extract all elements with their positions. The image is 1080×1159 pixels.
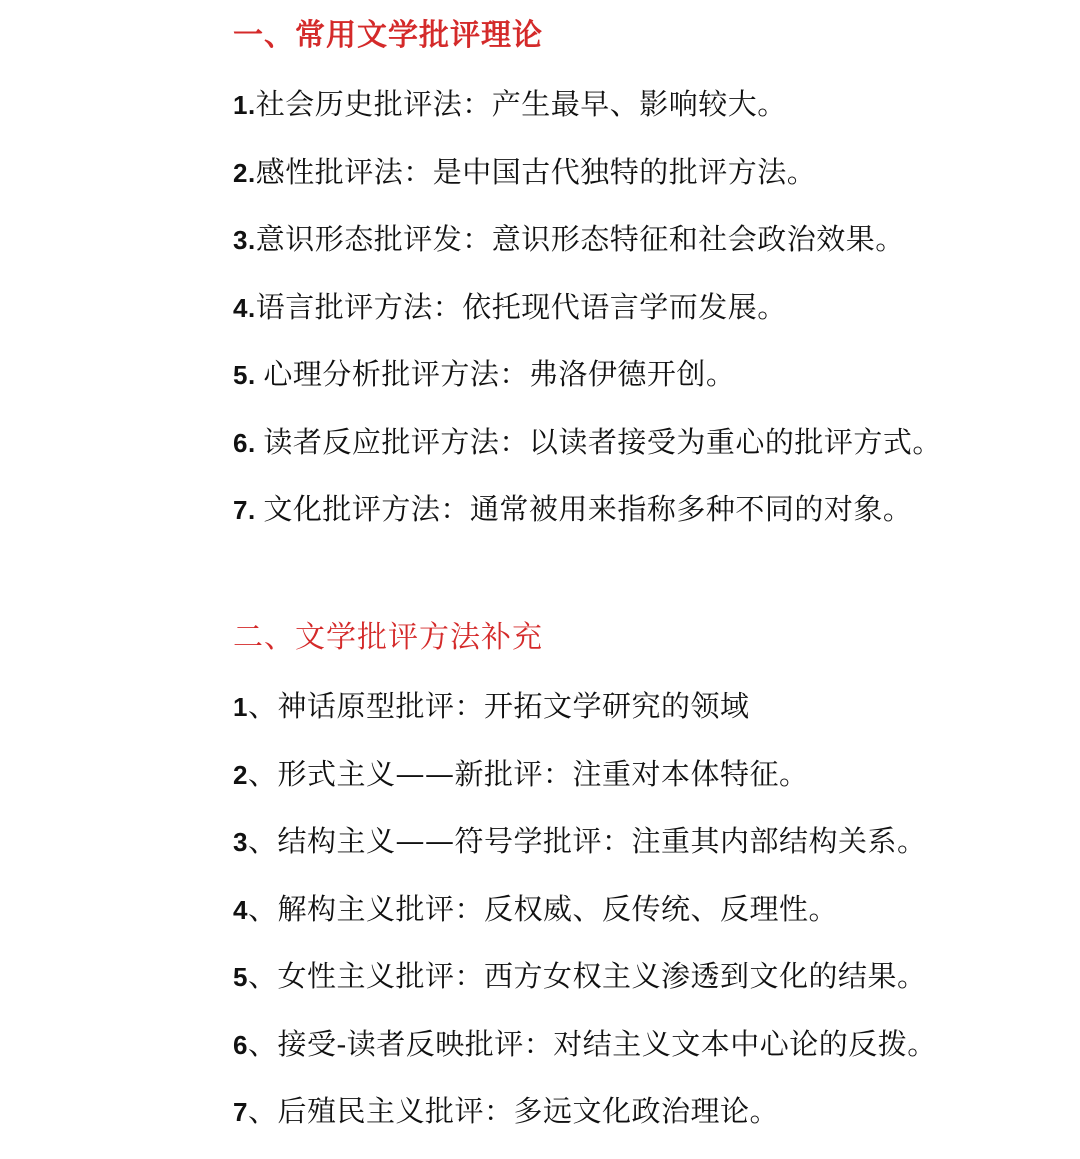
list-item	[233, 686, 937, 754]
item-number: 3.	[233, 225, 256, 255]
list-item	[233, 889, 937, 957]
item-text: 、形式主义——新批评：注重对本体特征。	[247, 756, 809, 791]
item-text: 、接受-读者反映批评：对结主义文本中心论的反拨。	[247, 1026, 937, 1061]
item-number: 5	[233, 962, 248, 992]
item-number: 3	[233, 827, 248, 857]
list-item	[233, 219, 942, 287]
item-number: 2.	[233, 157, 256, 188]
section-2-list	[233, 686, 937, 1159]
item-number: 7	[233, 1097, 248, 1127]
item-text: 感性批评法：是中国古代独特的批评方法。	[255, 154, 817, 189]
list-item	[233, 821, 937, 889]
section-2-title: 二、文学批评方法补充	[233, 620, 543, 655]
item-number: 4.	[233, 292, 256, 323]
item-text: 、女性主义批评：西方女权主义渗透到文化的结果。	[247, 959, 927, 993]
item-number: 4	[233, 894, 248, 925]
item-text: 语言批评方法：依托现代语言学而发展。	[255, 289, 787, 324]
section-1-title: 一、常用文学批评理论	[233, 18, 543, 53]
list-item	[233, 287, 942, 355]
item-text: 文化批评方法：通常被用来指称多种不同的对象。	[263, 492, 913, 526]
item-number: 1.	[233, 90, 256, 120]
list-item	[233, 354, 942, 422]
item-text: 社会历史批评法：产生最早、影响较大。	[255, 87, 787, 121]
section-1-list	[233, 84, 942, 557]
item-text: 、后殖民主义批评：多远文化政治理论。	[247, 1094, 779, 1128]
item-number: 1	[233, 692, 248, 722]
item-text: 读者反应批评方法：以读者接受为重心的批评方式。	[263, 424, 942, 459]
list-item	[233, 956, 937, 1024]
list-item	[233, 152, 942, 220]
item-number: 6.	[233, 427, 264, 458]
item-text: 心理分析批评方法：弗洛伊德开创。	[263, 357, 736, 391]
list-item	[233, 422, 942, 490]
item-text: 、解构主义批评：反权威、反传统、反理性。	[247, 891, 838, 926]
item-text: 、结构主义——符号学批评：注重其内部结构关系。	[247, 824, 927, 858]
item-number: 7.	[233, 495, 264, 525]
item-number: 2	[233, 759, 248, 790]
item-number: 6	[233, 1029, 248, 1060]
list-item	[233, 489, 942, 557]
item-number: 5.	[233, 360, 264, 390]
list-item	[233, 84, 942, 152]
list-item	[233, 1091, 937, 1159]
item-text: 、神话原型批评：开拓文学研究的领域	[247, 689, 750, 723]
item-text: 意识形态批评发：意识形态特征和社会政治效果。	[255, 222, 905, 256]
list-item	[233, 1024, 937, 1092]
list-item	[233, 754, 937, 822]
